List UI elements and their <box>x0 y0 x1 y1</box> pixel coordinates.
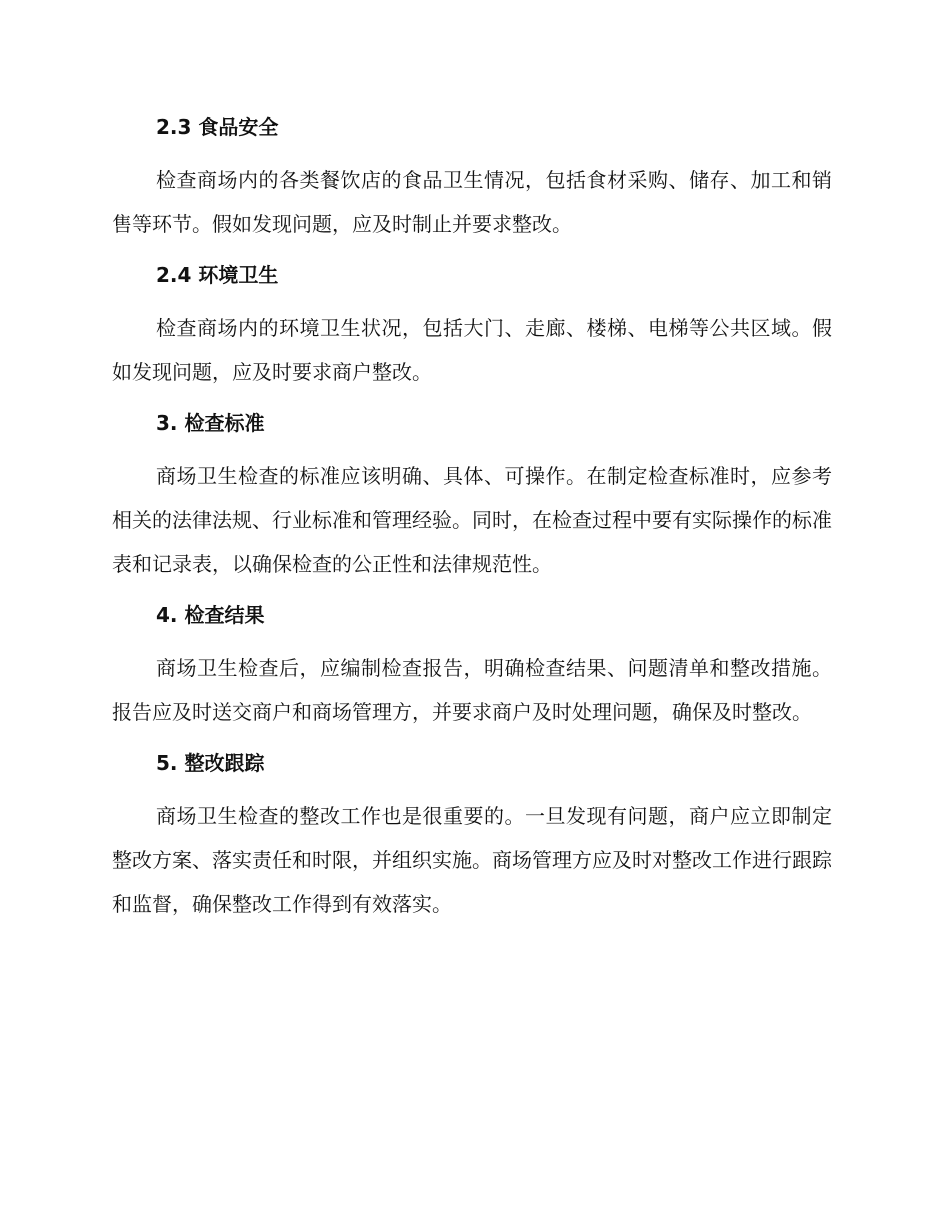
section-heading-rectification-tracking: 5. 整改跟踪 <box>156 751 265 775</box>
section-paragraph-rectification-tracking: 商场卫生检查的整改工作也是很重要的。一旦发现有问题，商户应立即制定整改方案、落实责任和时限，并组织实施。商场管理方应及时对整改工作进行跟踪和监督，确保整改工作得到有效落实。 <box>112 804 832 916</box>
section-paragraph-food-safety: 检查商场内的各类餐饮店的食品卫生情况，包括食材采购、储存、加工和销售等环节。假如发现问题，应及时制止并要求整改。 <box>112 168 832 236</box>
section-heading-inspection-standards: 3. 检查标准 <box>156 411 265 435</box>
section-paragraph-inspection-results: 商场卫生检查后，应编制检查报告，明确检查结果、问题清单和整改措施。报告应及时送交商户和商场管理方，并要求商户及时处理问题，确保及时整改。 <box>112 656 832 724</box>
document-body <box>112 112 832 926</box>
section-paragraph-inspection-standards: 商场卫生检查的标准应该明确、具体、可操作。在制定检查标准时，应参考相关的法律法规、行业标准和管理经验。同时，在检查过程中要有实际操作的标准表和记录表，以确保检查的公正性和法律规范性。 <box>112 464 832 576</box>
section-paragraph-environment-hygiene: 检查商场内的环境卫生状况，包括大门、走廊、楼梯、电梯等公共区域。假如发现问题，应及时要求商户整改。 <box>112 316 832 384</box>
section-heading-inspection-results: 4. 检查结果 <box>156 603 265 627</box>
section-heading-environment-hygiene: 2.4 环境卫生 <box>156 263 279 287</box>
section-heading-food-safety: 2.3 食品安全 <box>156 115 279 139</box>
